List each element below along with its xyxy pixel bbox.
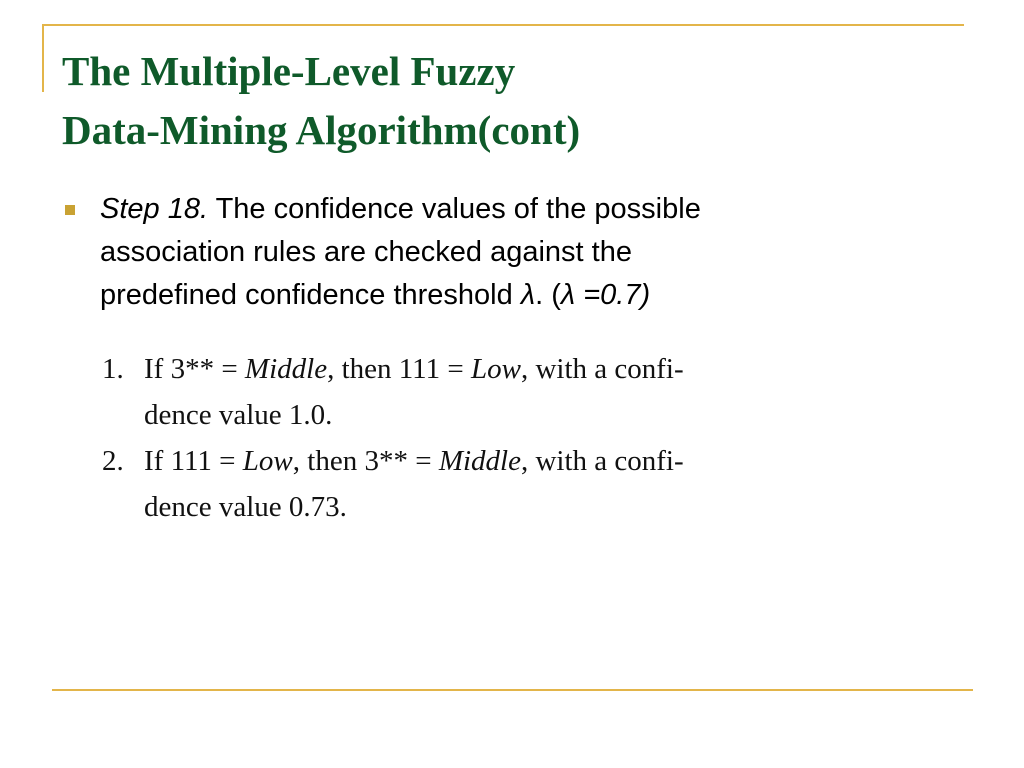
step-label: Step 18.: [100, 193, 209, 225]
bullet-line-3-start: predefined confidence threshold: [100, 279, 521, 311]
lambda-expression: λ =0.7): [560, 279, 651, 311]
rule-number: 1.: [102, 353, 124, 385]
frame-bottom-rule: [52, 689, 973, 691]
rule-text: , then 3** =: [292, 445, 439, 477]
rule-term: Low: [470, 353, 521, 385]
rule-text: If 111 =: [144, 445, 243, 477]
square-bullet-icon: [65, 205, 75, 215]
frame-left-rule: [42, 24, 44, 92]
rule-text: , with a confi-: [520, 353, 684, 385]
rule-body: [144, 346, 802, 438]
slide-title-line-2: Data-Mining Algorithm(cont): [62, 107, 581, 153]
rule-term: Low: [242, 445, 293, 477]
bullet-line-2: association rules are checked against the: [100, 236, 632, 268]
bullet-period-open: . (: [535, 279, 561, 311]
rule-item-1: [102, 346, 802, 438]
rule-body: [144, 438, 802, 530]
rule-term: Middle: [244, 353, 328, 385]
rule-line-2: dence value 1.0.: [144, 399, 333, 431]
bullet-item-step-18: [62, 188, 922, 317]
rule-text: , then 111 =: [327, 353, 471, 385]
rule-line-2: dence value 0.73.: [144, 491, 347, 523]
lambda-symbol: λ: [520, 279, 536, 311]
bullet-line-1-rest: The confidence values of the possible: [208, 193, 701, 225]
rule-line-1: [144, 438, 802, 484]
frame-top-rule: [42, 24, 964, 26]
slide-title: [62, 42, 962, 160]
bullet-line-1: [100, 188, 922, 231]
rule-number: 2.: [102, 445, 124, 477]
rule-line-1: [144, 346, 802, 392]
rule-text: If 3** =: [144, 353, 245, 385]
association-rules-list: [102, 346, 802, 530]
rule-item-2: [102, 438, 802, 530]
slide-title-line-1: The Multiple-Level Fuzzy: [62, 48, 516, 94]
bullet-text: [100, 188, 922, 317]
rule-term: Middle: [438, 445, 521, 477]
rule-text: , with a confi-: [520, 445, 684, 477]
bullet-line-3: [100, 274, 922, 317]
